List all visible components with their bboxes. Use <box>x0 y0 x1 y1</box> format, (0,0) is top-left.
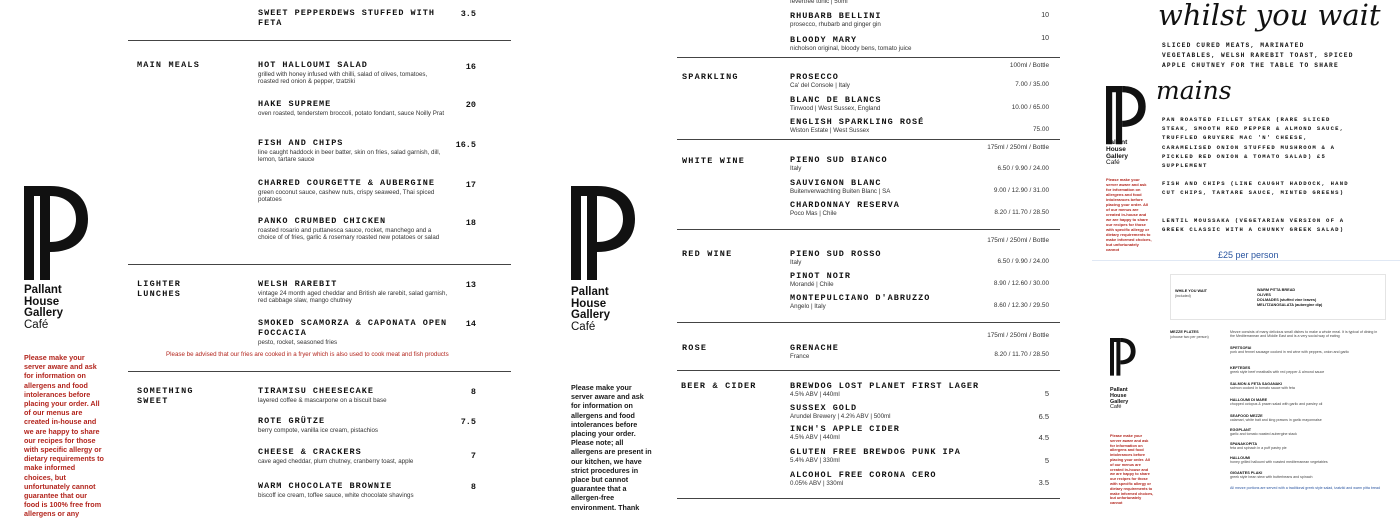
drink-item: PROSECCO Ca' del Console | Italy <box>790 72 850 89</box>
drink-item: PIENO SUD ROSSO Italy <box>790 249 882 266</box>
allergy-notice: Please make your server aware and ask for information on allergens and food intolerances before placing your order. All of our menus are created in-house and we are happy to share our recipes for those with specific allergy or dietary requirements to make informed choices, but unfortunately cannot <box>1110 434 1154 506</box>
set-price: £25 per person <box>1218 250 1279 260</box>
menu-item-price: 16.5 <box>455 140 476 150</box>
allergy-notice: Please make your server aware and ask for information on allergens and food intolerances before placing your order. All of our menus are created in-house and we are happy to share our recipes for those with specific allergy or dietary requirements to make informed choices, but unfortunately cannot guarantee that our food is 100% free from allergens or any <box>24 353 104 519</box>
whilst-you-wait-heading: whilst you wait <box>1158 0 1381 32</box>
drink-item: ENGLISH SPARKLING ROSÉ Wiston Estate | West Sussex <box>790 117 925 134</box>
menu-item-name: SWEET PEPPERDEWS STUFFED WITH FETA <box>258 8 435 28</box>
menu-item: SMOKED SCAMORZA & CAPONATA OPEN FOCCACIA pesto, rocket, seasoned fries <box>258 318 448 346</box>
divider <box>677 57 1060 58</box>
menu-item-price: 8 <box>470 482 476 492</box>
menu-item-price: 20 <box>465 100 476 110</box>
drink-price: 8.20 / 11.70 / 28.50 <box>994 209 1049 216</box>
pallant-logo-icon <box>1110 338 1136 376</box>
menu-item: WELSH RAREBIT vintage 24 month aged cheddar and British ale rarebit, salad garnish, red cabbage slaw, mango chutney <box>258 279 448 305</box>
divider <box>677 370 1060 371</box>
drink-price: 5 <box>1044 456 1049 465</box>
drink-item: GLUTEN FREE BREWDOG PUNK IPA 5.4% ABV | 330ml <box>790 447 961 464</box>
drink-item: SAUVIGNON BLANC Buitenverwachting Buiten Blanc | SA <box>790 178 891 195</box>
drink-item: MONTEPULCIANO D'ABRUZZO Angelo | Italy <box>790 293 931 310</box>
mains-heading: mains <box>1156 76 1232 105</box>
drink-price: 3.5 <box>1038 478 1049 487</box>
drink-price: 10.00 / 65.00 <box>1011 104 1049 111</box>
section-main-meals: MAIN MEALS <box>137 60 201 70</box>
fryer-notice: Please be advised that our fries are cooked in a fryer which is also used to cook meat and fish products <box>166 351 449 358</box>
drinks-menu-panel <box>545 0 1085 512</box>
logo-wordmark: Pallant House Gallery Café <box>1106 139 1129 167</box>
drink-item: ALCOHOL FREE CORONA CERO 0.05% ABV | 330ml <box>790 470 937 487</box>
section-white-wine: WHITE WINE <box>682 156 746 166</box>
menu-item: FISH AND CHIPS line caught haddock in beer batter, skin on fries, salad garnish, dill, lemon, tartare sauce <box>258 138 441 164</box>
drink-price: 8.20 / 11.70 / 28.50 <box>994 351 1049 358</box>
menu-item: CHEESE & CRACKERS cave aged cheddar, plum chutney, cranberry toast, apple <box>258 447 414 465</box>
menu-item: WARM CHOCOLATE BROWNIE biscoff ice cream, toffee sauce, white chocolate shavings <box>258 481 414 499</box>
pallant-logo-icon <box>571 186 635 280</box>
drink-item: PIENO SUD BIANCO Italy <box>790 155 888 172</box>
divider <box>677 498 1060 499</box>
section-something-sweet: SOMETHING SWEET <box>137 386 194 406</box>
allergy-notice: Please make your server aware and ask for information on allergens and food intolerances before placing your order. Please note; all allergens are present in our kitchen, we have strict procedures in place but cannot guarantee that a allergen-free environment. Thank <box>571 383 652 512</box>
drink-item: SUSSEX GOLD Arundel Brewery | 4.2% ABV | 500ml <box>790 403 891 420</box>
section-sparkling: SPARKLING <box>682 72 739 82</box>
allergy-notice: Please make your server aware and ask for information on allergens and food intolerances before placing your order. All of our menus are created in-house and we are happy to share our recipes for those with specific allergy or dietary requirements to make informed choices, but unfortunately cannot <box>1106 177 1152 252</box>
measure-header: 175ml / 250ml / Bottle <box>987 144 1049 151</box>
divider <box>128 264 511 265</box>
logo-wordmark: Pallant House Gallery Café <box>24 284 63 331</box>
divider <box>128 371 511 372</box>
menu-item: PANKO CRUMBED CHICKEN roasted rosario and puttanesca sauce, rocket, manchego and a choice of of fries, garlic & rosemary roasted new potatoes or salad <box>258 216 440 242</box>
divider <box>128 40 511 41</box>
menu-item: HAKE SUPREME oven roasted, tenderstem broccoli, potato fondant, sauce Noilly Prat <box>258 99 445 117</box>
drink-item: fevertree tonic | 50ml <box>790 0 848 5</box>
menu-item-price: 18 <box>465 218 476 228</box>
measure-header: 100ml / Bottle <box>1009 62 1049 69</box>
drink-price: 9.00 / 12.90 / 31.00 <box>993 187 1049 194</box>
measure-header: 175ml / 250ml / Bottle <box>987 237 1049 244</box>
divider <box>677 139 1060 140</box>
measure-header: 175ml / 250ml / Bottle <box>987 332 1049 339</box>
menu-item: TIRAMISU CHEESECAKE layered coffee & mascarpone on a biscuit base <box>258 386 387 404</box>
menu-item: CHARRED COURGETTE & AUBERGINE green coconut sauce, cashew nuts, crispy seaweed, Thai spiced potatoes <box>258 178 435 204</box>
section-beer-cider: BEER & CIDER <box>681 381 757 391</box>
pallant-logo-icon <box>1106 86 1146 144</box>
drink-price: 8.90 / 12.60 / 30.00 <box>993 280 1049 287</box>
divider <box>677 229 1060 230</box>
food-menu-panel <box>0 0 535 519</box>
menu-item-price: 16 <box>465 62 476 72</box>
logo-wordmark: Pallant House Gallery Café <box>1110 387 1129 411</box>
drink-item: PINOT NOIR Morandé | Chile <box>790 271 852 288</box>
mains-item: FISH AND CHIPS (LINE CAUGHT HADDOCK, HAND CUT CHIPS, TARTARE SAUCE, MINTED GREENS) <box>1162 180 1349 197</box>
menu-item <box>258 8 458 28</box>
pallant-logo-icon <box>24 186 88 280</box>
section-red-wine: RED WINE <box>682 249 733 259</box>
intro-text: SLICED CURED MEATS, MARINATED VEGETABLES, WELSH RAREBIT TOAST, SPICED APPLE CHUTNEY FOR THE TABLE TO SHARE <box>1162 42 1354 69</box>
drink-price: 10 <box>1041 12 1049 19</box>
drink-item: GRENACHE France <box>790 343 839 360</box>
divider <box>677 322 1060 323</box>
drink-item: BREWDOG LOST PLANET FIRST LAGER 4.5% ABV | 440ml <box>790 381 980 398</box>
menu-item-price: 14 <box>465 319 476 329</box>
menu-item-price: 13 <box>465 280 476 290</box>
section-rose: ROSE <box>682 343 708 353</box>
drink-price: 75.00 <box>1033 126 1049 133</box>
while-you-wait-card: WHILE YOU WAIT (included) WARM PITTA BREAD OLIVES DOLMADES (stuffed vine leaves) MELITZANOSALATA (aubergine dip) <box>1170 274 1386 320</box>
drink-price: 5 <box>1044 389 1049 398</box>
divider <box>1092 260 1400 261</box>
drink-price: 6.5 <box>1038 412 1049 421</box>
menu-item: ROTE GRÜTZE berry compote, vanilla ice cream, pistachios <box>258 416 379 434</box>
drink-price: 6.50 / 9.90 / 24.00 <box>997 165 1049 172</box>
mezze-menu-card: Pallant House Gallery Café Please make your server aware and ask for information on allergens and food intolerances before placing your order. All of our menus are created in-house and we are happy to share our recipes for those with specific allergy or dietary requirements to make informed choices, but unfortunately cannot MEZZE PLATES (choose two per person) Mezze consists of many delicious small dishes to make a whole meal. It is typical of dining in the Mediterranean and Middle East and is a very social way of eating SPETSOFAI pork and fennel sausage cooked in red wine with peppers, onion and garlic KEFTEDES greek style beef meatballs with red pepper & almond sauce SALMON & FETA SAGANAKI salmon cooked in tomato sauce with feta HALLOUMI DI MARE chopped octopus & prawn salad with garlic and parsley oil SEAFOOD MEZZE calamari, white bait and king prawns in garlic mayonnaise EGGPLANT garlic and tomato roasted aubergine stack SPANAKOPITA feta and spinach in a puff pastry pie HALLOUMI honey grilled halloumi with roasted mediterranean vegetables GIGANTES PLAKI greek style bean stew with butterbeans and spinach All mezze portions are served with a traditional greek style salad, tzatziki and warm pitta bread <box>1092 326 1392 500</box>
drink-price: 7.00 / 35.00 <box>1015 81 1049 88</box>
logo-wordmark: Pallant House Gallery Café <box>571 286 610 333</box>
drink-item: BLOODY MARY nicholson original, bloody bens, tomato juice <box>790 35 912 52</box>
mains-item: LENTIL MOUSSAKA (VEGETARIAN VERSION OF A GREEK CLASSIC WITH A CHUNKY GREEK SALAD) <box>1162 217 1345 234</box>
set-menu-panel <box>1092 0 1400 506</box>
menu-item-price: 3.5 <box>460 9 476 19</box>
drink-price: 10 <box>1041 35 1049 42</box>
menu-item-price: 8 <box>470 387 476 397</box>
drink-item: CHARDONNAY RESERVA Poco Mas | Chile <box>790 200 900 217</box>
drink-item: BLANC DE BLANCS Tinwood | West Sussex, England <box>790 95 882 112</box>
menu-item: HOT HALLOUMI SALAD grilled with honey infused with chilli, salad of olives, tomatoes, roasted red onion & pepper, tzatziki <box>258 60 428 86</box>
section-lighter-lunches: LIGHTER LUNCHES <box>137 279 182 299</box>
mains-item: PAN ROASTED FILLET STEAK (RARE SLICED STEAK, SMOOTH RED PEPPER & ALMOND SAUCE, TRUFFLED GRUYERE MAC 'N' CHEESE, CARAMELISED ONION STUFFED MUSHROOM & A PICKLED RED ONION & TOMATO SALAD) £5 SUPPLEMENT <box>1162 116 1345 170</box>
drink-item: INCH'S APPLE CIDER 4.5% ABV | 440ml <box>790 424 900 441</box>
drink-price: 6.50 / 9.90 / 24.00 <box>997 258 1049 265</box>
drink-item: RHUBARB BELLINI prosecco, rhubarb and ginger gin <box>790 11 882 28</box>
drink-price: 4.5 <box>1038 433 1049 442</box>
menu-item-price: 7 <box>470 451 476 461</box>
drink-price: 8.60 / 12.30 / 29.50 <box>993 302 1049 309</box>
menu-item-price: 7.5 <box>460 417 476 427</box>
menu-item-price: 17 <box>465 180 476 190</box>
